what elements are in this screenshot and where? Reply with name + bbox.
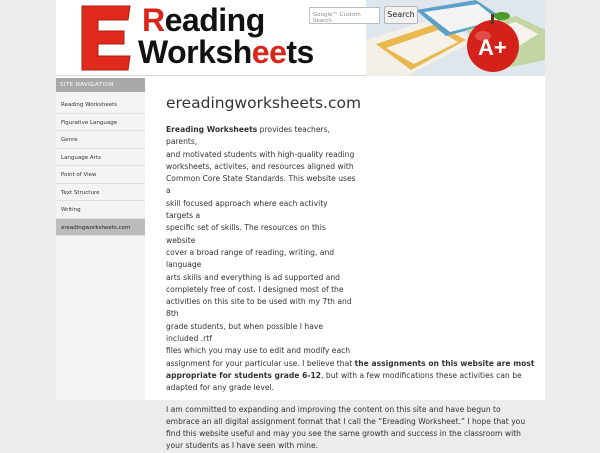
intro-line: cover a broad range of reading, writing, and language [166, 247, 335, 270]
intro-line: and motivated students with high-quality reading [166, 149, 355, 159]
page-title: ereadingworksheets.com [166, 94, 362, 112]
sidebar-title: SITE NAVIGATION [56, 78, 145, 92]
intro-line: grade students, but when possible I have included .rtf [166, 321, 324, 344]
site-header [56, 0, 545, 76]
page [56, 0, 545, 451]
intro-line: specific set of skills. The resources on this website [166, 223, 326, 245]
second-paragraph: I am committed to expanding and improving the content on this site and have begun to embrace an all digital assignment format that I call the “Ereading Worksheet.” I hope that you find this website useful and may you see the same growth and success in the classroom with your students as I have seen with mine. [166, 404, 526, 451]
logo-text-reading[interactable]: Reading [142, 2, 265, 38]
intro-line: provides teachers, parents, [166, 125, 330, 147]
intro-line: completely free of cost. I designed most of the [166, 284, 344, 294]
sidebar-item-language-arts[interactable]: Language Arts [56, 149, 145, 167]
logo-e-icon[interactable] [80, 4, 132, 72]
intro-bold-name: Ereading Worksheets [166, 125, 258, 134]
intro-tail-text: assignment for your particular use. I believe that [166, 358, 355, 368]
sidebar-nav [56, 96, 145, 236]
intro-line: arts skills and everything is ad supported and [166, 272, 340, 282]
sidebar-item-genre[interactable]: Genre [56, 131, 145, 149]
intro-line: Common Core State Standards. This website uses a [166, 174, 356, 196]
sidebar-item-writing[interactable]: Writing [56, 201, 145, 219]
sidebar-item-reading-worksheets[interactable]: Reading Worksheets [56, 96, 145, 114]
intro-line: files which you may use to edit and modify each [166, 346, 351, 356]
sidebar [56, 78, 145, 400]
sidebar-item-home[interactable]: ereadingworksheets.com [56, 219, 145, 237]
sidebar-item-text-structure[interactable]: Text Structure [56, 184, 145, 202]
intro-line: skill focused approach where each activity targets a [166, 198, 328, 221]
search-button[interactable]: Search [384, 6, 418, 24]
sidebar-item-point-of-view[interactable]: Point of View [56, 166, 145, 184]
apple-badge-text: A+ [478, 35, 507, 60]
main-content [166, 94, 536, 453]
intro-line: worksheets, activites, and resources aligned with [166, 161, 354, 171]
intro-line: activities on this site to be used with my 7th and 8th [166, 297, 352, 319]
sidebar-item-figurative-language[interactable]: Figurative Language [56, 114, 145, 132]
logo-text-worksheets[interactable]: Worksheets [138, 34, 314, 70]
intro-paragraph-tail [166, 358, 536, 395]
intro-tail-end: , but with a few modifications these activities can be adapted for any grade level. [166, 370, 522, 393]
search-input[interactable]: Google™ Custom Search [309, 7, 380, 24]
intro-tail-bold: the assignments on this website are most appropriate for students grade 6-12 [166, 358, 535, 380]
intro-paragraph-top [166, 124, 356, 358]
